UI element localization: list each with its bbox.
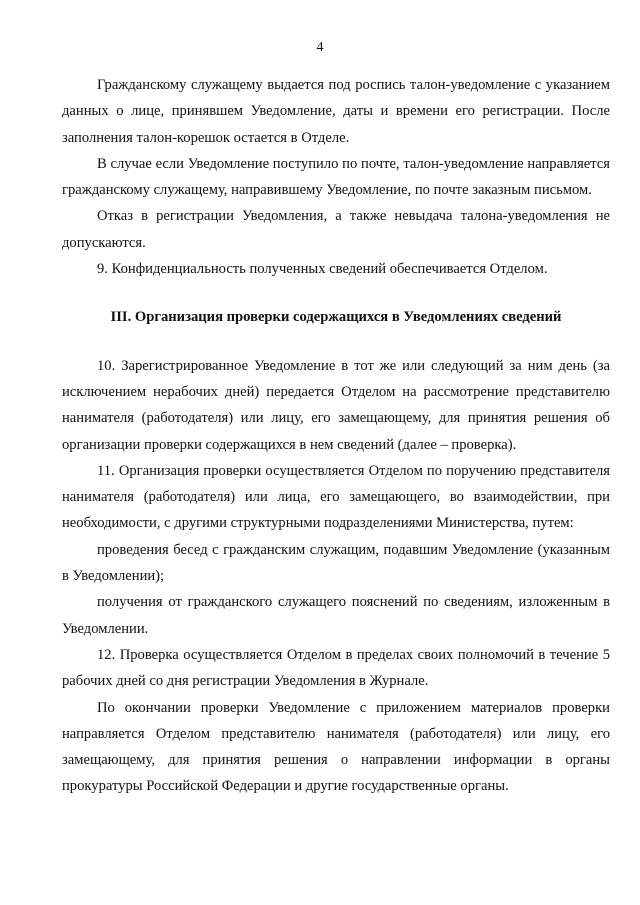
paragraph-mail-receipt: В случае если Уведомление поступило по почте, талон-уведомление направляется гражданскому служащему, направившему Уведомление, по почте заказным письмом. [62, 155, 610, 199]
paragraph-item-12-conclusion: По окончании проверки Уведомление с приложением материалов проверки направляется Отделом представителю нанимателя (работодателя) или лицу, его замещающему, для принятия решения о направлении информации в органы прокуратуры Российской Федерации и другие государственные органы. [62, 699, 610, 795]
paragraph-item-11-a: проведения бесед с гражданским служащим, подавшим Уведомление (указанным в Уведомлении); [62, 541, 610, 585]
paragraph-refusal: Отказ в регистрации Уведомления, а также невыдача талона-уведомления не допускаются. [62, 208, 610, 251]
paragraph-talon-receipt: Гражданскому служащему выдается под роспись талон-уведомление с указанием данных о лице, принявшем Уведомление, даты и времени его регистрации. После заполнения талон-корешок остается в Отделе. [62, 77, 610, 146]
paragraph-item-9: 9. Конфиденциальность полученных сведений обеспечивается Отделом. [97, 261, 548, 278]
section-heading-3: III. Организация проверки содержащихся в Уведомлениях сведений [110, 309, 562, 326]
document-body [62, 72, 610, 800]
page-number: 4 [316, 40, 324, 55]
paragraph-item-11-b: получения от гражданского служащего пояснений по сведениям, изложенным в Уведомлении. [62, 594, 610, 637]
paragraph-item-11: 11. Организация проверки осуществляется Отделом по поручению представителя нанимателя (работодателя) или лица, его замещающего, во взаимодействии, при необходимости, с другими структурными подразделениями Министерства, путем: [62, 462, 610, 532]
paragraph-item-12: 12. Проверка осуществляется Отделом в пределах своих полномочий в течение 5 рабочих дней со дня регистрации Уведомления в Журнале. [62, 646, 610, 690]
paragraph-item-10: 10. Зарегистрированное Уведомление в тот же или следующий за ним день (за исключением нерабочих дней) передается Отделом на рассмотрение представителю нанимателя (работодателя) или лицу, его замещающему, для принятия решения об организации проверки содержащихся в нем сведений (далее – проверка). [62, 357, 610, 453]
